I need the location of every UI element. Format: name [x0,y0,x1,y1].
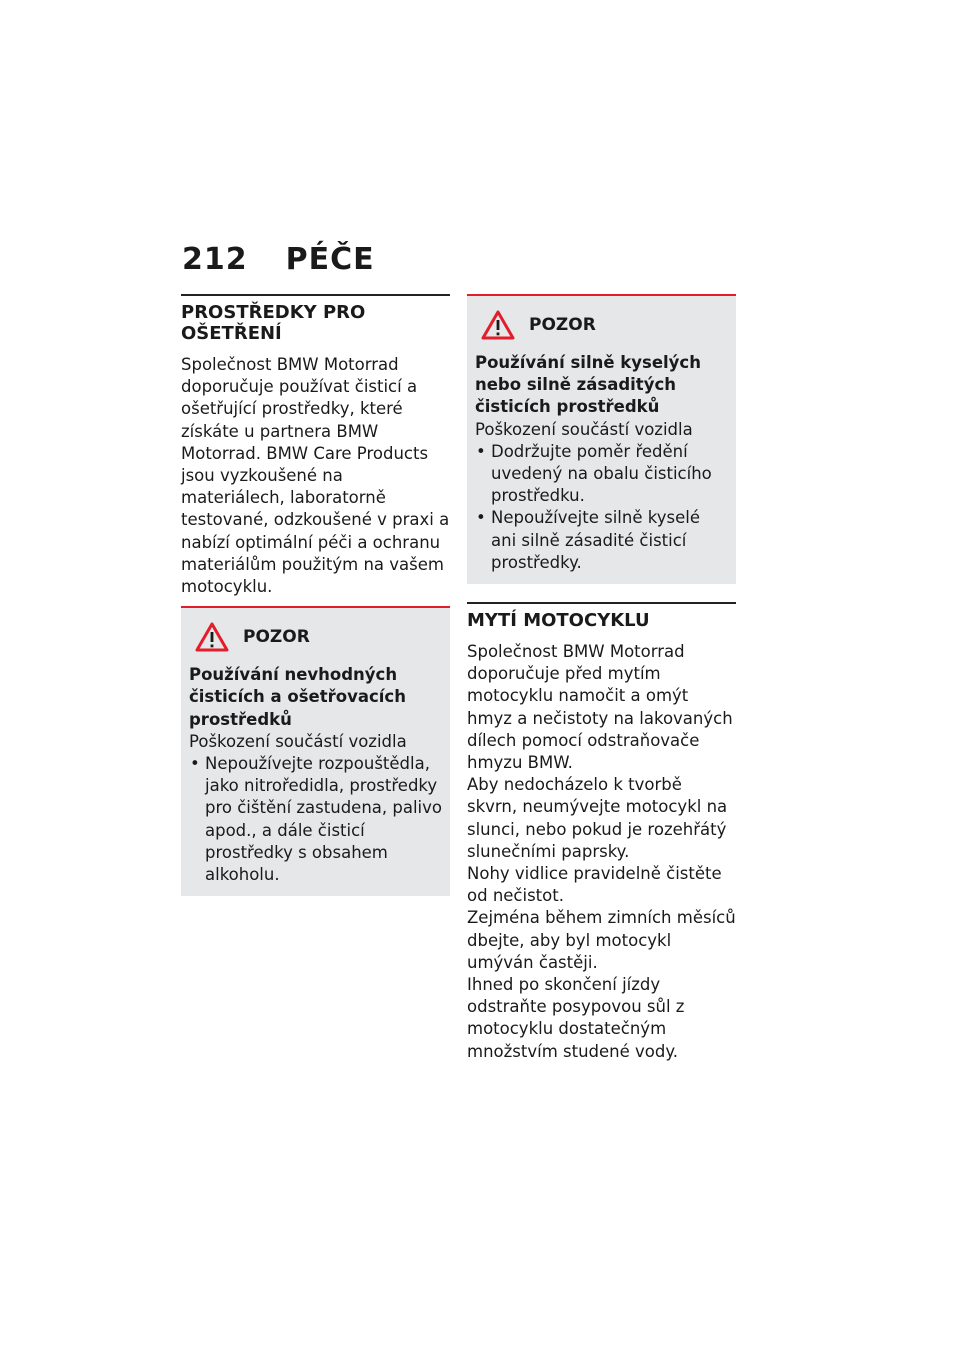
warning-consequence: Poškození součástí vozidla [475,419,693,439]
chapter-title: PÉČE [285,242,375,277]
section-rule [181,294,450,296]
warning-icon [481,310,515,340]
warning-box [181,608,450,896]
left-column [181,294,450,896]
page-header [182,242,375,277]
warning-item: • Nepoužívejte silně kyselé ani silně zásadité čisticí prostředky. [475,507,728,574]
warning-label: POZOR [529,315,596,335]
washing-paragraph: Ihned po skončení jízdy odstraňte posypovou sůl z motocyklu dostatečným množstvím studené vody. [467,975,685,1061]
warning-title: Používání silně kyselých nebo silně zásaditých čisticích prostředků [475,353,701,417]
warning-item: • Nepoužívejte rozpouštědla, jako nitroředidla, prostředky pro čištění zastudena, palivo apod., a dále čisticí prostředky s obsahem alkoholu. [189,753,442,886]
washing-paragraph: Aby nedocházelo k tvorbě skvrn, neumývejte motocykl na slunci, nebo pokud je rozehřátý slunečními paprsky. [467,775,728,861]
section-title-washing: MYTÍ MOTOCYKLU [467,610,650,632]
right-column [467,294,736,1063]
warning-label: POZOR [243,627,310,648]
washing-paragraph: Společnost BMW Motorrad doporučuje před mytím motocyklu namočit a omýt hmyz a nečistoty na lakovaných dílech pomocí odstraňovače hmyzu BMW. [467,642,733,773]
care-products-text: Společnost BMW Motorrad doporučuje používat čisticí a ošetřující prostředky, které získáte u partnera BMW Motorrad. BMW Care Products jsou vyzkoušené na materiálech, laboratorně testované, odzkoušené v praxi a nabízí optimální péči a ochranu materiálům použitým na vašem motocyklu. [181,355,450,597]
warning-item: • Dodržujte poměr ředění uvedený na obalu čisticího prostředku. [475,441,728,508]
washing-paragraph: Nohy vidlice pravidelně čistěte od nečistot. [467,864,722,906]
section-rule [467,602,736,604]
page-number: 212 [182,242,248,277]
warning-title: Používání nevhodných čisticích a ošetřovacích prostředků [189,665,406,729]
washing-paragraph: Zejména během zimních měsíců dbejte, aby byl motocykl umýván častěji. [467,908,736,972]
warning-consequence: Poškození součástí vozidla [189,731,407,751]
warning-box [467,296,736,584]
section-title-care-products: PROSTŘEDKY PRO OŠETŘENÍ [181,302,366,344]
warning-icon [195,622,229,652]
